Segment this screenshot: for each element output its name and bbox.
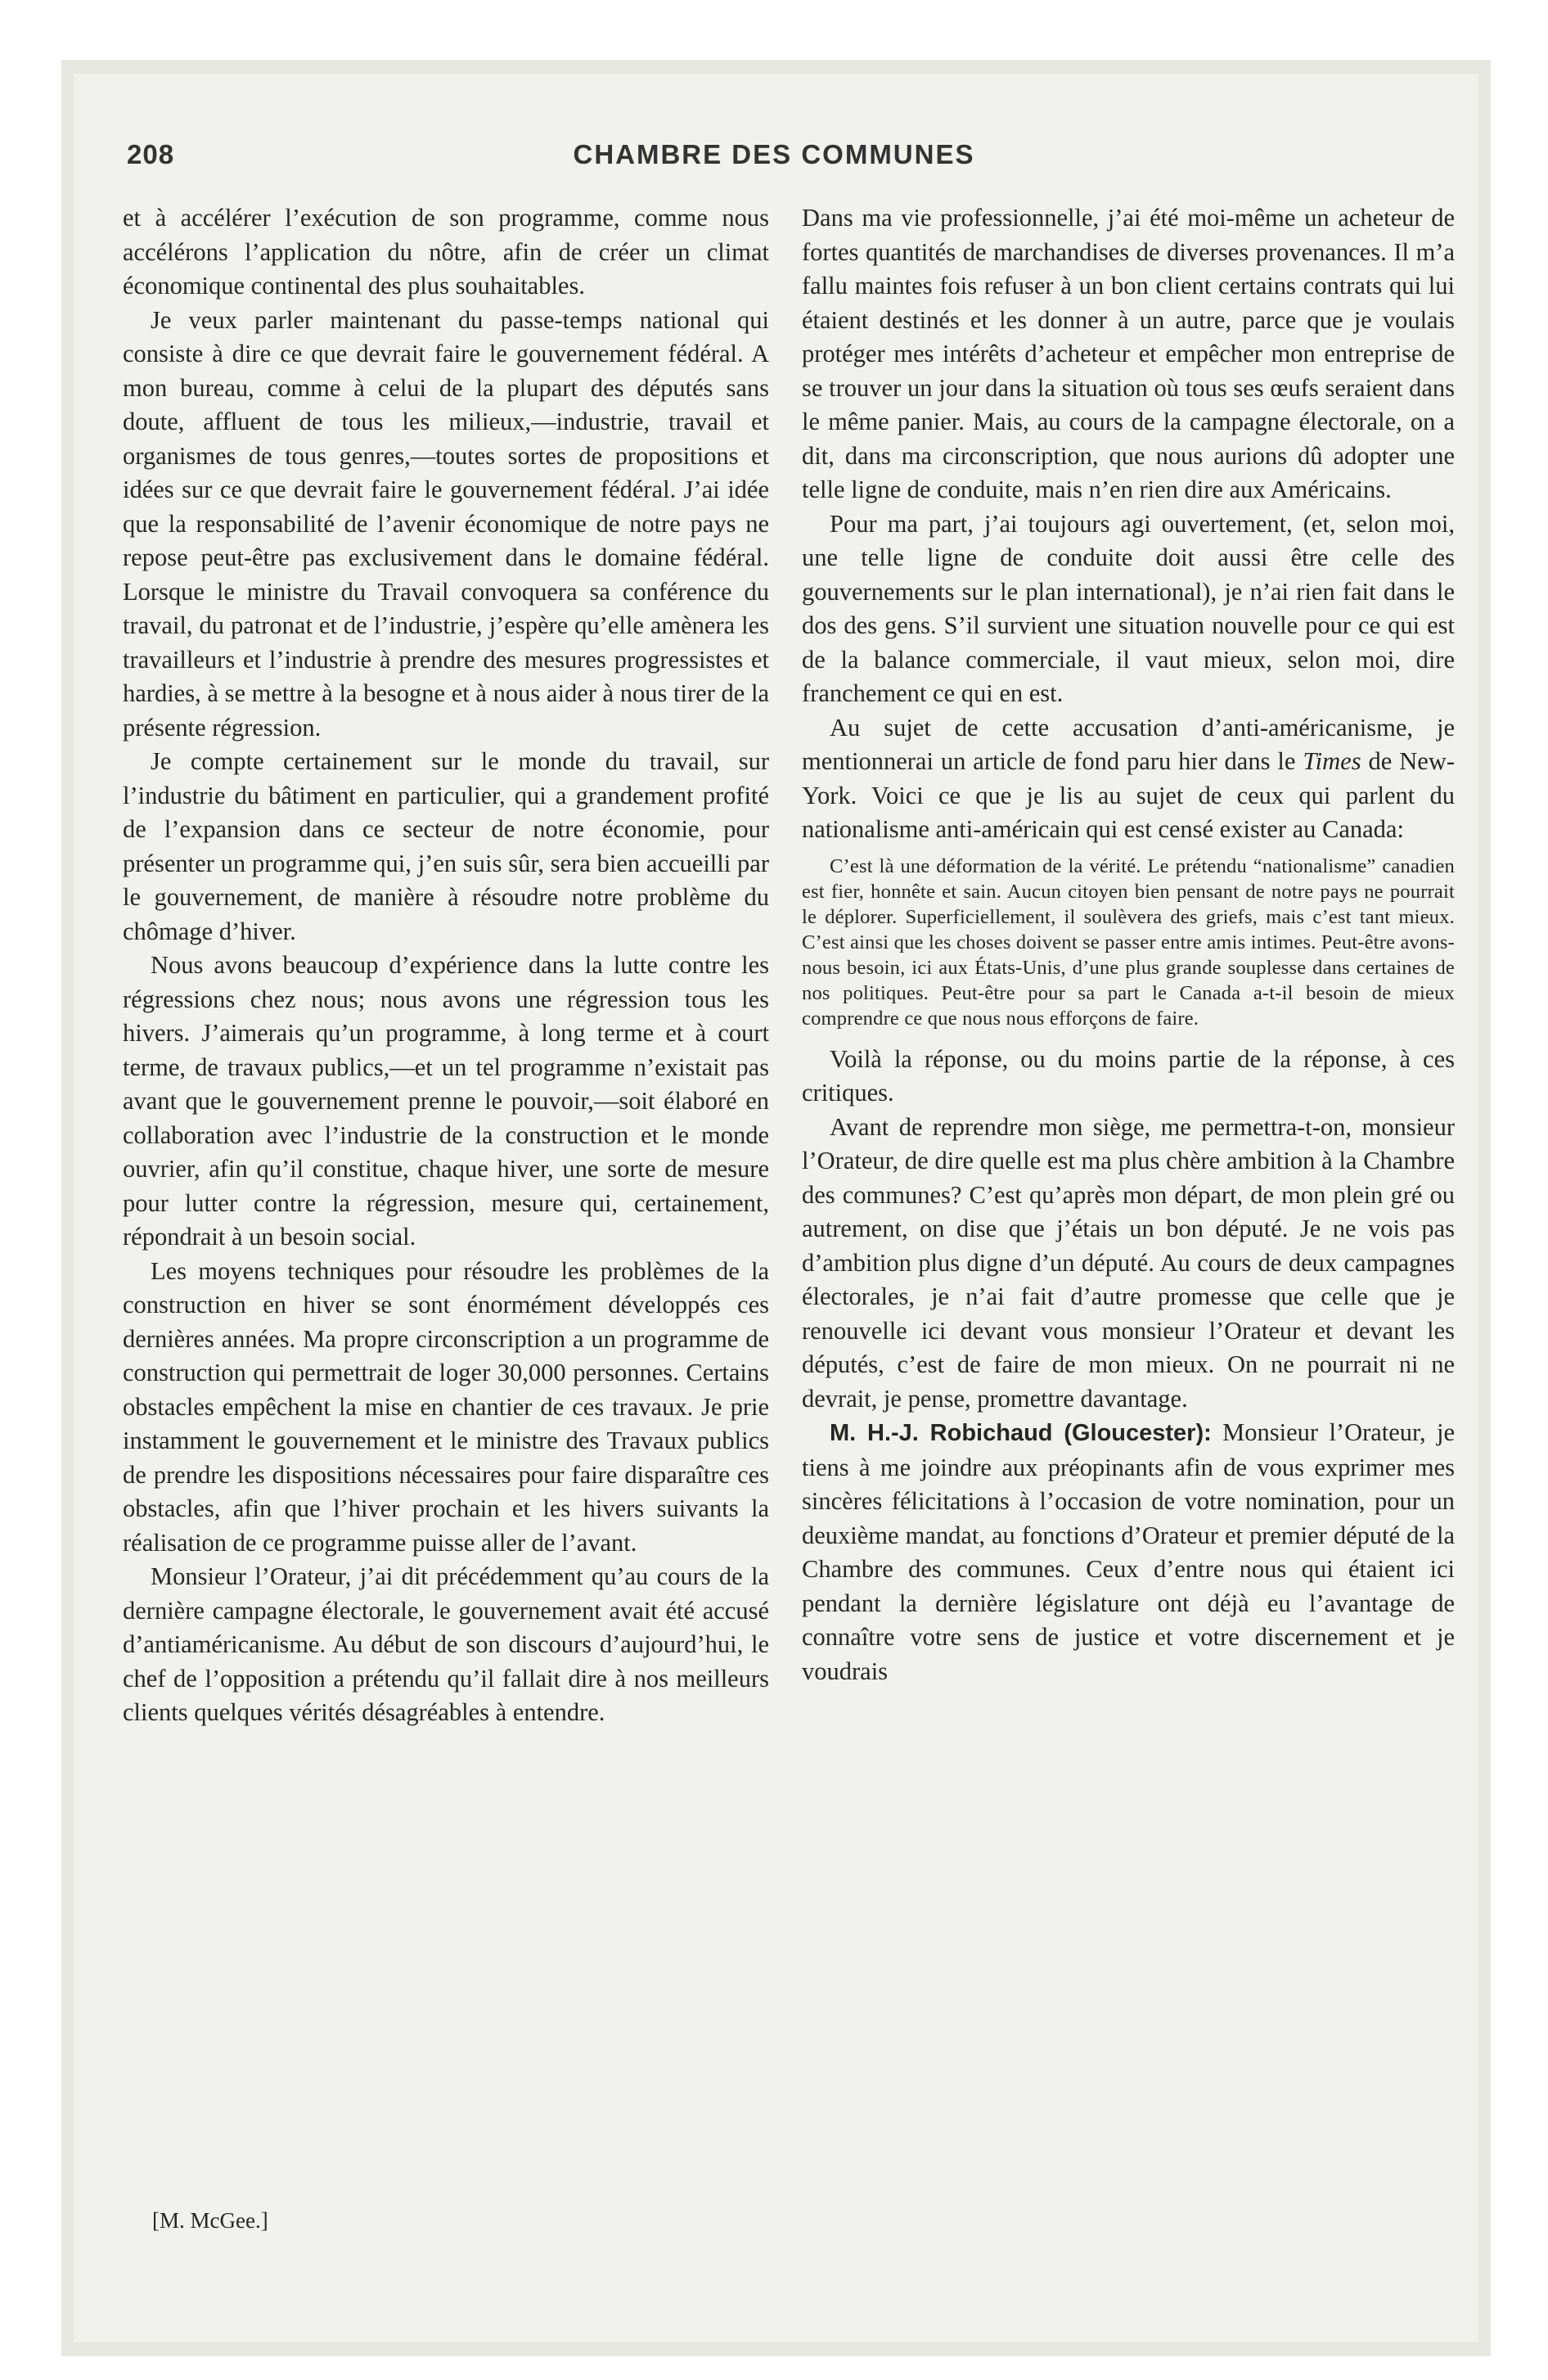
paragraph-text: de New-York. Voici ce que je lis au sujet de ceux qui parlent du nationalisme anti-américain qui est censé exister au Canada: xyxy=(802,747,1455,843)
paragraph xyxy=(802,711,1455,847)
paragraph: Les moyens techniques pour résoudre les problèmes de la construction en hiver se sont énormément développés ces dernières années. Ma propre circonscription a un programme de construction qui permettrait de loger 30,000 personnes. Certains obstacles empêchent la mise en chantier de ces travaux. Je prie instamment le gouvernement et le ministre des Travaux publics de prendre les dispositions nécessaires pour faire disparaître ces obstacles, afin que l’hiver prochain et les hivers suivants la réalisation de ce programme puisse aller de l’avant. xyxy=(123,1256,769,1557)
paragraph: et à accélérer l’exécution de son programme, comme nous accélérons l’application du nôtre, afin de créer un climat économique continental des plus souhaitables. xyxy=(123,204,769,300)
paragraph-text: Monsieur l’Orateur, je tiens à me joindre aux préopinants afin de vous exprimer mes sincères félicitations à l’occasion de votre nomination, pour un deuxième mandat, au fonctions d’Orateur et premier député de la Chambre des communes. Ceux d’entre nous qui étaient ici pendant la dernière législature ont déjà eu l’avantage de connaître votre sens de justice et votre discernement et je voudrais xyxy=(802,1418,1455,1685)
paragraph: Dans ma vie professionnelle, j’ai été moi-même un acheteur de fortes quantités de marchandises de diverses provenances. Il m’a fallu maintes fois refuser à un bon client certains contrats qui lui étaient destinés et les donner à un autre, parce que je voulais protéger mes intérêts d’acheteur et empêcher mon entreprise de se trouver un jour dans la situation où tous ses œufs seraient dans le même panier. Mais, au cours de la campagne électorale, on a dit, dans ma circonscription, que nous aurions dû adopter une telle ligne de conduite, mais n’en rien dire aux Américains. xyxy=(802,204,1455,503)
paragraph: Pour ma part, j’ai toujours agi ouvertement, (et, selon moi, une telle ligne de conduite doit aussi être celle des gouvernements sur le plan international), je n’ai rien fait dans le dos des gens. S’il survient une situation nouvelle pour ce qui est de la balance commerciale, il vaut mieux, selon moi, dire franchement ce qui en est. xyxy=(802,509,1455,707)
paragraph: Je compte certainement sur le monde du travail, sur l’industrie du bâtiment en particulier, qui a grandement profité de l’expansion dans ce secteur de notre économie, pour présenter un programme qui, j’en suis sûr, sera bien accueilli par le gouvernement, de manière à résoudre notre problème du chômage d’hiver. xyxy=(123,747,769,945)
paragraph xyxy=(802,1416,1455,1688)
speaker-name: M. H.-J. Robichaud (Gloucester): xyxy=(830,1420,1212,1446)
paragraph: Je veux parler maintenant du passe-temps national qui consiste à dire ce que devrait faire le gouvernement fédéral. A mon bureau, comme à celui de la plupart des députés sans doute, affluent de tous les milieux,—industrie, travail et organismes de tous genres,—toutes sortes de propositions et idées sur ce que devrait faire le gouvernement fédéral. J’ai idée que la responsabilité de l’avenir économique de notre pays ne repose peut-être pas exclusivement dans le domaine fédéral. Lorsque le ministre du Travail convoquera sa conférence du travail, du patronat et de l’industrie, j’espère qu’elle amènera les travailleurs et l’industrie à prendre des mesures progressistes et hardies, à se mettre à la besogne et à nous aider à nous tirer de la présente régression. xyxy=(123,305,769,741)
page-number: 208 xyxy=(127,139,175,169)
speaker-footer-tag: [M. McGee.] xyxy=(152,2208,268,2233)
running-title: CHAMBRE DES COMMUNES xyxy=(573,139,975,169)
paragraph: Voilà la réponse, ou du moins partie de la réponse, à ces critiques. xyxy=(802,1044,1455,1107)
newspaper-title: Times xyxy=(1303,747,1361,775)
paragraph: Monsieur l’Orateur, j’ai dit précédemment qu’au cours de la dernière campagne électorale, le gouvernement avait été accusé d’antiaméricanisme. Au début de son discours d’aujourd’hui, le chef de l’opposition a prétendu qu’il fallait dire à nos meilleurs clients quelques vérités désagréables à entendre. xyxy=(123,1562,769,1726)
paragraph: Avant de reprendre mon siège, me permettra-t-on, monsieur l’Orateur, de dire quelle est ma plus chère ambition à la Chambre des communes? C’est qu’après mon départ, de mon plein gré ou autrement, on dise que j’étais un bon député. Je ne vois pas d’ambition plus digne d’un député. Au cours de deux campagnes électorales, je n’ai fait d’autre promesse que celle que je renouvelle ici devant vous monsieur l’Orateur et devant les députés, c’est de faire de mon mieux. On ne pourrait ni ne devrait, je pense, promettre davantage. xyxy=(802,1112,1455,1413)
right-column xyxy=(802,201,1455,1688)
paragraph-text: Au sujet de cette accusation d’anti-américanisme, je mentionnerai un article de fond paru hier dans le xyxy=(802,713,1455,775)
paragraph: Nous avons beaucoup d’expérience dans la lutte contre les régressions chez nous; nous avons une régression tous les hivers. J’aimerais qu’un programme, à long terme et à court terme, de travaux publics,—et un tel programme n’existait pas avant que le gouvernement prenne le pouvoir,—soit élaboré en collaboration avec l’industrie de la construction et le monde ouvrier, afin qu’il constitue, chaque hiver, une sorte de mesure pour lutter contre la régression, mesure qui, certainement, répondrait à un besoin social. xyxy=(123,951,769,1251)
left-column xyxy=(123,201,769,1730)
block-quote: C’est là une déformation de la vérité. Le prétendu “nationalisme” canadien est fier, honnête et sain. Aucun citoyen bien pensant de notre pays ne pourrait le déplorer. Superficiellement, il soulèvera des griefs, mais c’est tant mieux. C’est ainsi que les choses doivent se passer entre amis intimes. Peut-être avons-nous besoin, ici aux États-Unis, d’une plus grande souplesse dans certaines de nos politiques. Peut-être pour sa part le Canada a-t-il besoin de mieux comprendre ce que nous nous efforçons de faire. xyxy=(802,854,1455,1030)
